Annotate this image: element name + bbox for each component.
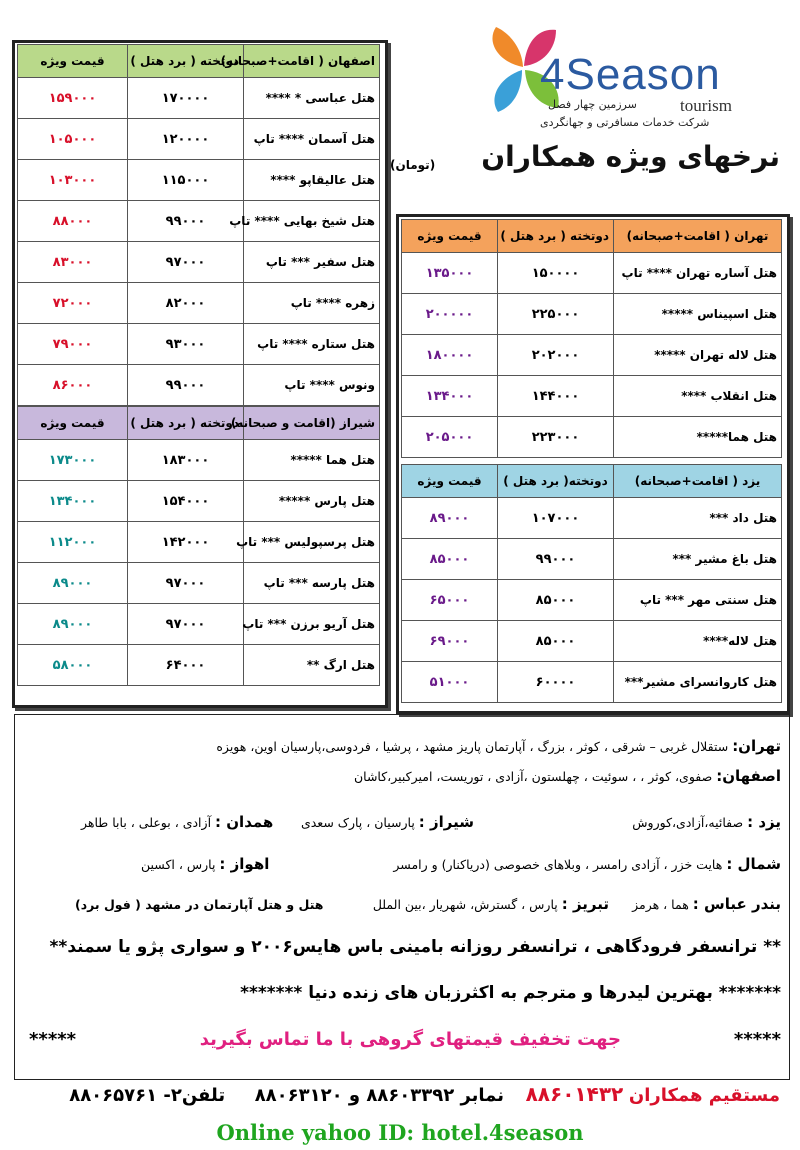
page-title: نرخهای ویژه همکاران <box>481 140 780 173</box>
notes-line-isfahan <box>354 767 781 785</box>
yahoo-id-footer: Online yahoo ID: hotel.4season <box>216 1120 584 1145</box>
table-row <box>18 160 380 201</box>
table-row <box>402 662 782 703</box>
column-header: دوتخته ( برد هتل ) <box>498 220 614 253</box>
city-label: شیراز : <box>418 813 474 831</box>
hotel-list: هایت خزر ، آزادی رامسر ، وبلاهای خصوصی (دریاکنار) و رامسر <box>393 857 723 872</box>
table-header-row <box>18 45 380 78</box>
table-row <box>18 604 380 645</box>
hotel-name-cell: هتل سنتی مهر *** تاپ <box>614 580 782 621</box>
yazd-price-table <box>401 464 782 703</box>
city-label: تهران: <box>732 737 781 755</box>
double-room-price-cell: ۸۵۰۰۰ <box>498 621 614 662</box>
column-header: یزد ( اقامت+صبحانه) <box>614 465 782 498</box>
table-row <box>18 201 380 242</box>
notes-line-shiraz <box>301 813 474 831</box>
hotel-name-cell: هتل هما ***** <box>244 440 380 481</box>
stars-decoration: ***** <box>29 1029 77 1050</box>
special-price-cell: ۱۳۴۰۰۰ <box>18 481 128 522</box>
hotel-name-cell: هتل ارگ ** <box>244 645 380 686</box>
special-price-cell: ۱۰۳۰۰۰ <box>18 160 128 201</box>
table-header-row <box>402 220 782 253</box>
notes-line-hamedan <box>81 813 273 831</box>
double-room-price-cell: ۹۹۰۰۰ <box>128 365 244 406</box>
currency-unit: (تومان) <box>390 158 436 172</box>
notes-line-yazd <box>632 813 781 831</box>
city-label: همدان : <box>215 813 274 831</box>
table-row <box>18 440 380 481</box>
double-room-price-cell: ۸۲۰۰۰ <box>128 283 244 324</box>
double-room-price-cell: ۹۷۰۰۰ <box>128 604 244 645</box>
special-price-cell: ۸۸۰۰۰ <box>18 201 128 242</box>
hotel-name-cell: هتل لاله تهران ***** <box>614 335 782 376</box>
special-price-cell: ۸۵۰۰۰ <box>402 539 498 580</box>
double-room-price-cell: ۱۴۲۰۰۰ <box>128 522 244 563</box>
double-room-price-cell: ۹۹۰۰۰ <box>128 201 244 242</box>
hotel-list: ستقلال غربی – شرقی ، کوثر ، بزرگ ، آپارتمان پاریز مشهد ، پرشیا ، فردوسی،پارسیان اوین، هویزه <box>216 739 729 754</box>
double-room-price-cell: ۹۷۰۰۰ <box>128 563 244 604</box>
special-price-cell: ۸۶۰۰۰ <box>18 365 128 406</box>
guides-text: ******* بهترین لیدرها و مترجم به اکثرزبان های زنده دنیا ******* <box>240 983 781 1003</box>
column-header: دوتخته ( برد هتل ) <box>128 407 244 440</box>
hotel-name-cell: هتل پارس ***** <box>244 481 380 522</box>
double-room-price-cell: ۱۷۰۰۰۰ <box>128 78 244 119</box>
column-header: قیمت ویژه <box>18 407 128 440</box>
double-room-price-cell: ۹۳۰۰۰ <box>128 324 244 365</box>
table-row <box>402 294 782 335</box>
double-room-price-cell: ۶۰۰۰۰ <box>498 662 614 703</box>
hotel-name-cell: هتل ستاره **** تاپ <box>244 324 380 365</box>
table-row <box>402 253 782 294</box>
column-header: دوتخته ( برد هتل ) <box>128 45 244 78</box>
city-label: اصفهان: <box>716 767 781 785</box>
logo-brand: 4Season <box>540 50 721 99</box>
city-label: یزد : <box>747 813 781 831</box>
double-room-price-cell: ۹۹۰۰۰ <box>498 539 614 580</box>
double-room-price-cell: ۱۵۴۰۰۰ <box>128 481 244 522</box>
special-price-cell: ۱۳۵۰۰۰ <box>402 253 498 294</box>
city-label: بندر عباس : <box>692 895 781 913</box>
double-room-price-cell: ۲۲۵۰۰۰ <box>498 294 614 335</box>
double-room-price-cell: ۱۰۷۰۰۰ <box>498 498 614 539</box>
table-header-row <box>18 407 380 440</box>
special-price-cell: ۸۹۰۰۰ <box>18 563 128 604</box>
special-price-cell: ۱۰۵۰۰۰ <box>18 119 128 160</box>
logo <box>470 22 770 132</box>
hotel-name-cell: هتل آساره تهران **** تاپ <box>614 253 782 294</box>
column-header: تهران ( اقامت+صبحانه) <box>614 220 782 253</box>
hotel-name-cell: هتل انقلاب **** <box>614 376 782 417</box>
notes-line-ahvaz <box>141 855 269 873</box>
double-room-price-cell: ۱۴۴۰۰۰ <box>498 376 614 417</box>
column-header: شیراز (اقامت و صبحانه) <box>244 407 380 440</box>
notes-line-bandar-abbas <box>632 895 781 913</box>
special-price-cell: ۱۷۳۰۰۰ <box>18 440 128 481</box>
special-price-cell: ۸۹۰۰۰ <box>18 604 128 645</box>
table-row <box>402 580 782 621</box>
table-row <box>18 645 380 686</box>
hotel-name-cell: هتل اسپیناس ***** <box>614 294 782 335</box>
special-price-cell: ۸۹۰۰۰ <box>402 498 498 539</box>
table-row <box>402 417 782 458</box>
hotel-list: پارس ، گسترش، شهریار ،بین الملل <box>372 897 558 912</box>
notes-line-tehran <box>216 737 781 755</box>
notes-line-tabriz <box>373 895 609 913</box>
special-price-cell: ۶۹۰۰۰ <box>402 621 498 662</box>
hotel-notes-box <box>14 714 790 1080</box>
double-room-price-cell: ۱۲۰۰۰۰ <box>128 119 244 160</box>
special-price-cell: ۱۸۰۰۰۰ <box>402 335 498 376</box>
contact-line <box>40 1082 780 1112</box>
hotel-name-cell: هتل داد *** <box>614 498 782 539</box>
column-header: دوتخته( برد هتل ) <box>498 465 614 498</box>
table-row <box>402 498 782 539</box>
hotel-list: پارسیان ، پارک سعدی <box>300 815 415 830</box>
special-price-cell: ۱۳۴۰۰۰ <box>402 376 498 417</box>
double-room-price-cell: ۶۴۰۰۰ <box>128 645 244 686</box>
double-room-price-cell: ۱۵۰۰۰۰ <box>498 253 614 294</box>
double-room-price-cell: ۹۷۰۰۰ <box>128 242 244 283</box>
special-price-cell: ۱۱۲۰۰۰ <box>18 522 128 563</box>
hotel-name-cell: هتل آریو برزن *** تاپ <box>244 604 380 645</box>
column-header: قیمت ویژه <box>18 45 128 78</box>
notes-line-shomal <box>393 855 781 873</box>
column-header: اصفهان ( اقامت+صبحانه) <box>244 45 380 78</box>
special-price-cell: ۱۵۹۰۰۰ <box>18 78 128 119</box>
table-row <box>402 335 782 376</box>
logo-tourism: tourism <box>680 96 732 115</box>
logo-tagline-2: شرکت خدمات مسافرتی و جهانگردی <box>540 116 710 129</box>
city-label: تبریز : <box>561 895 609 913</box>
table-row <box>402 539 782 580</box>
special-price-cell: ۷۹۰۰۰ <box>18 324 128 365</box>
transfer-text: ** ترانسفر فرودگاهی ، ترانسفر روزانه بامینی باس هایس۲۰۰۶ و سواری پژو یا سمند** <box>49 937 781 957</box>
special-price-cell: ۲۰۰۰۰۰ <box>402 294 498 335</box>
hotel-name-cell: هتل سفیر *** تاپ <box>244 242 380 283</box>
hotel-name-cell: زهره **** تاپ <box>244 283 380 324</box>
table-row <box>18 563 380 604</box>
special-price-cell: ۵۱۰۰۰ <box>402 662 498 703</box>
hotel-list: صفوی، کوثر ، ، سوئیت ، چهلستون ،آزادی ، توریست، امیرکبیر،کاشان <box>353 769 713 784</box>
isfahan-price-table <box>17 44 380 406</box>
hotel-list: هما ، هرمز <box>632 897 689 912</box>
hotel-name-cell: هتل آسمان **** تاپ <box>244 119 380 160</box>
logo-tagline-1: سرزمین چهار فصل <box>548 98 637 111</box>
table-row <box>18 522 380 563</box>
table-row <box>402 376 782 417</box>
table-row <box>18 242 380 283</box>
double-room-price-cell: ۲۲۳۰۰۰ <box>498 417 614 458</box>
hotel-list: صفائیه،آزادی،کوروش <box>632 815 744 830</box>
direct-label: مستقیم همکاران <box>628 1085 780 1106</box>
guides-line <box>240 983 781 1003</box>
double-room-price-cell: ۱۸۳۰۰۰ <box>128 440 244 481</box>
mashhad-note: هتل و هتل آپارتمان در مشهد ( فول برد) <box>75 897 324 912</box>
hotel-name-cell: هتل شیخ بهایی **** تاپ <box>244 201 380 242</box>
phone-text: تلفن۲- ۸۸۰۶۵۷۶۱ <box>69 1085 226 1106</box>
column-header: قیمت ویژه <box>402 465 498 498</box>
city-label: شمال : <box>726 855 781 873</box>
table-row <box>18 78 380 119</box>
special-price-cell: ۵۸۰۰۰ <box>18 645 128 686</box>
hotel-name-cell: هتل پارسه *** تاپ <box>244 563 380 604</box>
table-header-row <box>402 465 782 498</box>
double-room-price-cell: ۱۱۵۰۰۰ <box>128 160 244 201</box>
table-row <box>18 324 380 365</box>
notes-line-mashhad <box>75 897 323 912</box>
shiraz-price-table <box>17 406 380 686</box>
table-row <box>402 621 782 662</box>
discount-text: جهت تخفیف قیمتهای گروهی با ما تماس بگیرید <box>199 1029 621 1050</box>
double-room-price-cell: ۸۵۰۰۰ <box>498 580 614 621</box>
hotel-name-cell: هتل لاله**** <box>614 621 782 662</box>
hotel-name-cell: هتل هما***** <box>614 417 782 458</box>
table-row <box>18 365 380 406</box>
hotel-name-cell: هتل کاروانسرای مشیر*** <box>614 662 782 703</box>
direct-number: ۸۸۶۰۱۴۳۲ <box>525 1082 624 1106</box>
hotel-name-cell: هتل پرسپولیس *** تاپ <box>244 522 380 563</box>
stars-decoration: ***** <box>733 1029 781 1050</box>
hotel-name-cell: هتل عباسی * **** <box>244 78 380 119</box>
hotel-name-cell: هتل عالیقاپو **** <box>244 160 380 201</box>
table-row <box>18 119 380 160</box>
hotel-name-cell: ونوس **** تاپ <box>244 365 380 406</box>
tehran-price-table <box>401 219 782 458</box>
hotel-list: آزادی ، بوعلی ، بابا طاهر <box>81 815 212 830</box>
transfer-line <box>50 937 781 957</box>
special-price-cell: ۲۰۵۰۰۰ <box>402 417 498 458</box>
column-header: قیمت ویژه <box>402 220 498 253</box>
table-row <box>18 481 380 522</box>
double-room-price-cell: ۲۰۲۰۰۰ <box>498 335 614 376</box>
special-price-cell: ۸۳۰۰۰ <box>18 242 128 283</box>
table-row <box>18 283 380 324</box>
hotel-list: پارس ، اکسین <box>141 857 216 872</box>
hotel-name-cell: هتل باغ مشیر *** <box>614 539 782 580</box>
city-label: اهواز : <box>219 855 270 873</box>
special-price-cell: ۷۲۰۰۰ <box>18 283 128 324</box>
special-price-cell: ۶۵۰۰۰ <box>402 580 498 621</box>
fax-text: نمابر ۸۸۶۰۳۳۹۲ و ۸۸۰۶۳۱۲۰ <box>254 1085 505 1106</box>
